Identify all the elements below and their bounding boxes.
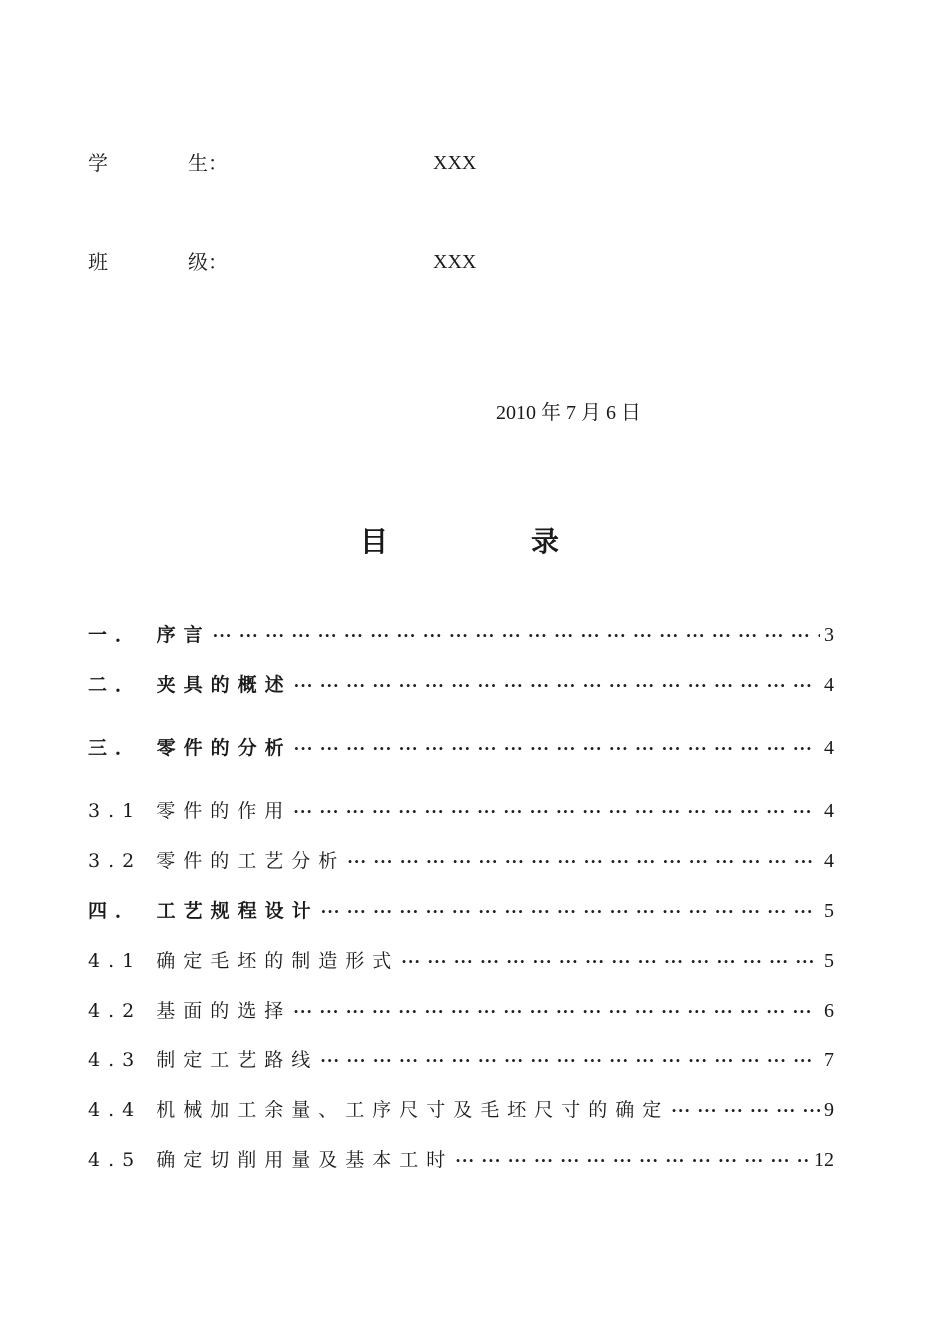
toc-entry[interactable] [88,1096,834,1124]
toc-entry-text: 4.3 制定工艺路线 [88,1049,319,1071]
class-label-char-1: 班 [88,250,108,274]
toc-entry-text: 4.1 确定毛坯的制造形式 [88,950,400,972]
toc-page-number: 7 [824,1049,834,1071]
toc-entry[interactable] [88,734,834,762]
toc-title [0,520,950,560]
toc-entry-text: 3.2 零件的工艺分析 [88,850,346,872]
toc-entry[interactable] [88,847,834,875]
toc-page-number: 3 [824,624,834,646]
toc-entry-text: 二． 夹具的概述 [88,674,292,696]
toc-title-char-2: 录 [531,525,560,558]
toc-entry-text: 三． 零件的分析 [88,737,292,759]
toc-entry-text: 四． 工艺规程设计 [88,900,319,922]
toc-page-number: 6 [824,1000,834,1022]
toc-entry[interactable] [88,897,834,925]
toc-entry[interactable] [88,1046,834,1074]
toc-page-number: 4 [824,850,834,872]
toc-entry[interactable] [88,997,834,1025]
class-value: XXX [433,251,477,273]
toc-page-number: 5 [824,900,834,922]
toc-leader-dots [320,1047,820,1075]
toc-leader-dots [401,948,820,976]
student-label-char-2: 生： [188,151,228,175]
toc-leader-dots [294,735,820,763]
toc-leader-dots [671,1097,820,1125]
date: 2010 年 7 月 6 日 [496,402,641,424]
toc-entry-text: 4.2 基面的选择 [88,1000,292,1022]
toc-page-number: 4 [824,674,834,696]
class-label-char-2: 级： [188,250,228,274]
toc-entry-text: 4.5 确定切削用量及基本工时 [88,1149,454,1171]
toc-page-number: 4 [824,800,834,822]
toc-leader-dots [293,998,820,1026]
toc-page-number: 5 [824,950,834,972]
toc-page-number: 9 [824,1099,834,1121]
toc-leader-dots [294,672,820,700]
toc-entry-text: 3.1 零件的作用 [88,800,292,822]
toc-leader-dots [347,848,820,876]
toc-entry[interactable] [88,797,834,825]
toc-entry[interactable] [88,621,834,649]
toc-leader-dots [293,798,820,826]
student-label-char-1: 学 [88,151,108,175]
toc-entry-text: 一． 序言 [88,624,211,646]
toc-leader-dots [321,898,820,926]
toc-leader-dots [213,622,820,650]
toc-title-char-1: 目 [360,525,389,558]
toc-entry-text: 4.4 机械加工余量、工序尺寸及毛坯尺寸的确定 [88,1099,670,1121]
toc-entry[interactable] [88,947,834,975]
toc-leader-dots [455,1147,810,1175]
toc-page-number: 12 [814,1149,834,1171]
toc-entry[interactable] [88,671,834,699]
toc-page-number: 4 [824,737,834,759]
student-value: XXX [433,152,477,174]
toc-entry[interactable] [88,1146,834,1174]
